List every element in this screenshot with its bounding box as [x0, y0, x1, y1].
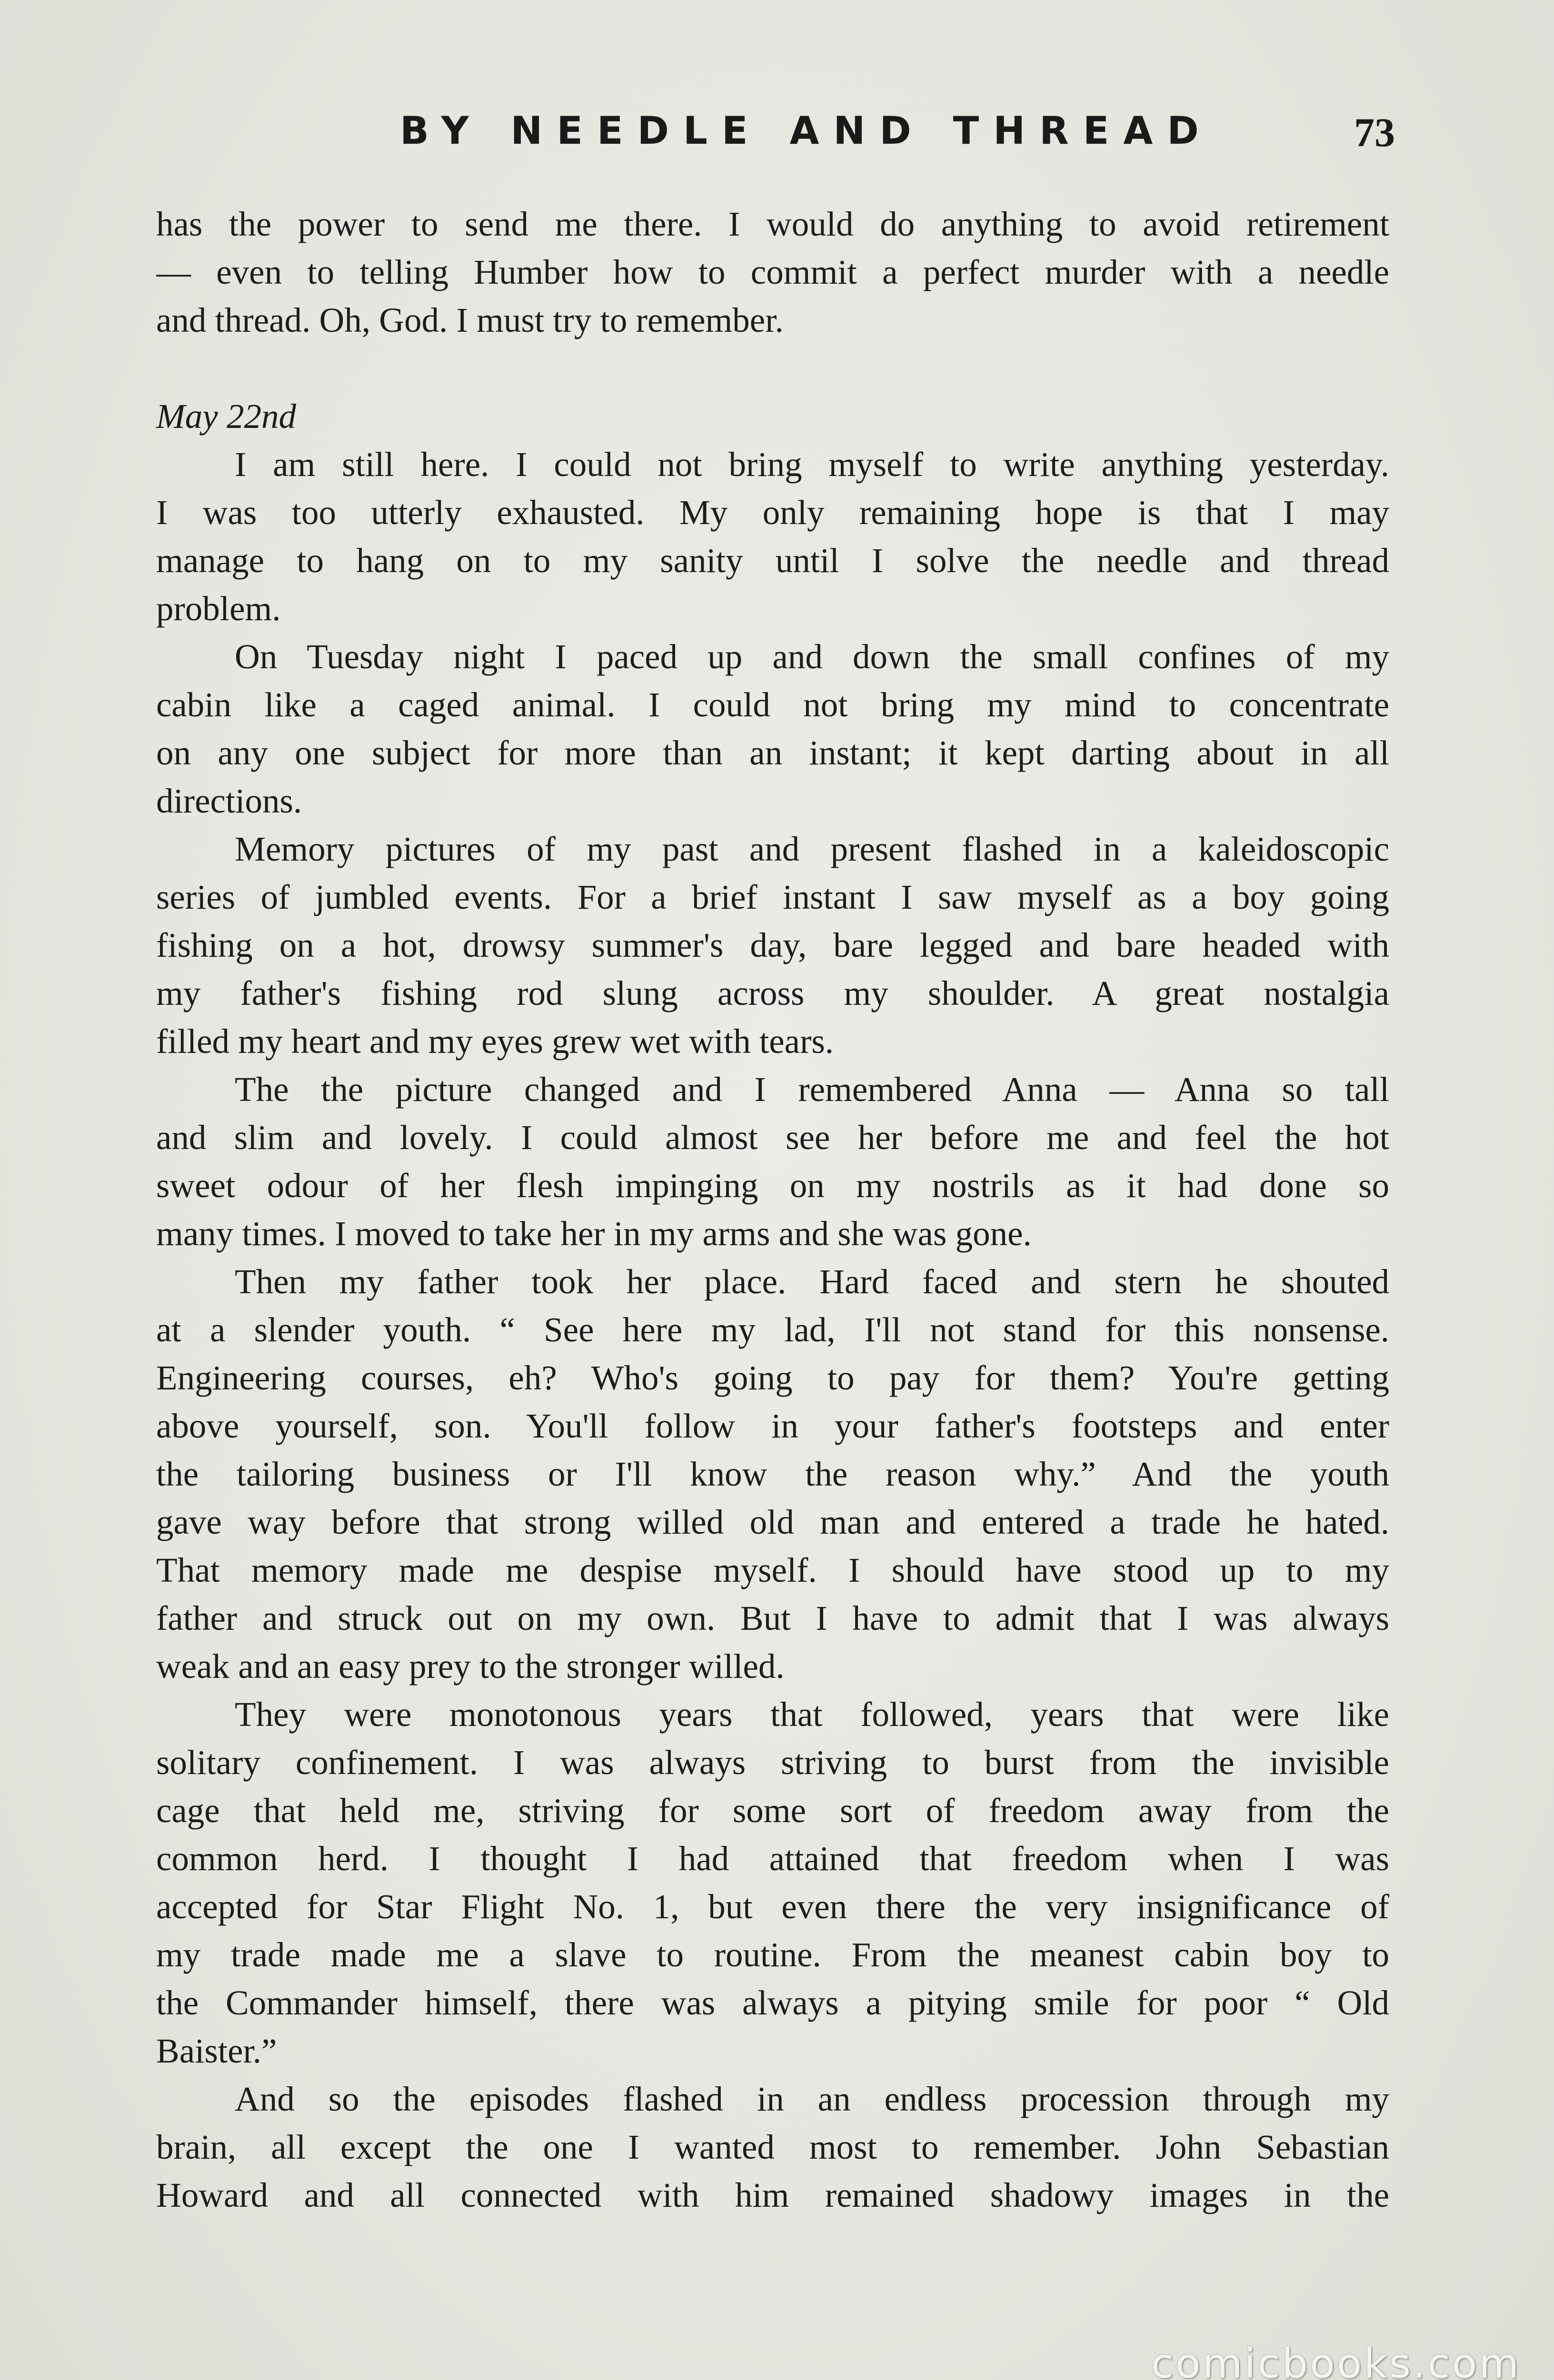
page-number: 73 [1354, 109, 1395, 155]
text-line: the Commander himself, there was always a pitying smile for poor “ Old [156, 1983, 1389, 2022]
text-line: accepted for Star Flight No. 1, but even there the very insignificance of [156, 1887, 1389, 1926]
text-line: The the picture changed and I remembered Anna — Anna so tall [235, 1070, 1389, 1109]
text-line: That memory made me despise myself. I should have stood up to my [156, 1551, 1389, 1589]
text-line: weak and an easy prey to the stronger willed. [156, 1647, 785, 1686]
text-line: at a slender youth. “ See here my lad, I'll not stand for this nonsense. [156, 1310, 1389, 1349]
text-line: I am still here. I could not bring myself to write anything yesterday. [235, 445, 1389, 484]
text-line: — even to telling Humber how to commit a perfect murder with a needle [156, 253, 1389, 291]
text-line: Memory pictures of my past and present flashed in a kaleidoscopic [235, 830, 1389, 868]
text-line: has the power to send me there. I would do anything to avoid retirement [156, 205, 1389, 243]
text-line: And so the episodes flashed in an endless procession through my [235, 2080, 1389, 2118]
text-line: Then my father took her place. Hard faced and stern he shouted [235, 1262, 1389, 1301]
text-line: and slim and lovely. I could almost see her before me and feel the hot [156, 1118, 1389, 1157]
text-line: Engineering courses, eh? Who's going to pay for them? You're getting [156, 1359, 1389, 1397]
running-head [157, 109, 1395, 161]
text-line: on any one subject for more than an instant; it kept darting about in all [156, 734, 1389, 772]
diary-date: May 22nd [156, 397, 296, 436]
text-line: brain, all except the one I wanted most to remember. John Sebastian [156, 2128, 1389, 2166]
text-line: They were monotonous years that followed, years that were like [235, 1695, 1389, 1734]
text-line: On Tuesday night I paced up and down the small confines of my [235, 637, 1389, 676]
text-line: above yourself, son. You'll follow in your father's footsteps and enter [156, 1407, 1389, 1445]
text-line: father and struck out on my own. But I have to admit that I was always [156, 1599, 1389, 1637]
text-line: common herd. I thought I had attained that freedom when I was [156, 1839, 1389, 1878]
text-line: directions. [156, 782, 302, 820]
text-line: cabin like a caged animal. I could not bring my mind to concentrate [156, 685, 1389, 724]
text-line: series of jumbled events. For a brief instant I saw myself as a boy going [156, 878, 1389, 916]
paragraph-gap [156, 344, 1389, 392]
text-line: filled my heart and my eyes grew wet with tears. [156, 1022, 834, 1061]
text-line: problem. [156, 589, 281, 628]
text-line: manage to hang on to my sanity until I solve the needle and thread [156, 541, 1389, 580]
running-title: BY NEEDLE AND THREAD [400, 109, 1213, 153]
text-line: I was too utterly exhausted. My only remaining hope is that I may [156, 493, 1389, 532]
text-line: cage that held me, striving for some sort of freedom away from the [156, 1791, 1389, 1830]
text-line: Howard and all connected with him remained shadowy images in the [156, 2176, 1389, 2214]
text-line: Baister.” [156, 2032, 277, 2070]
text-line: fishing on a hot, drowsy summer's day, bare legged and bare headed with [156, 926, 1389, 964]
body-text [156, 200, 1389, 2219]
text-line: solitary confinement. I was always striving to burst from the invisible [156, 1743, 1389, 1782]
text-line: the tailoring business or I'll know the reason why.” And the youth [156, 1455, 1389, 1493]
watermark: comicbooks.com [1151, 2340, 1521, 2380]
text-line: and thread. Oh, God. I must try to remember. [156, 301, 784, 339]
text-line: my father's fishing rod slung across my shoulder. A great nostalgia [156, 974, 1389, 1012]
text-line: many times. I moved to take her in my arms and she was gone. [156, 1214, 1032, 1253]
text-line: gave way before that strong willed old man and entered a trade he hated. [156, 1503, 1389, 1541]
text-line: my trade made me a slave to routine. From the meanest cabin boy to [156, 1935, 1389, 1974]
text-line: sweet odour of her flesh impinging on my nostrils as it had done so [156, 1166, 1389, 1205]
